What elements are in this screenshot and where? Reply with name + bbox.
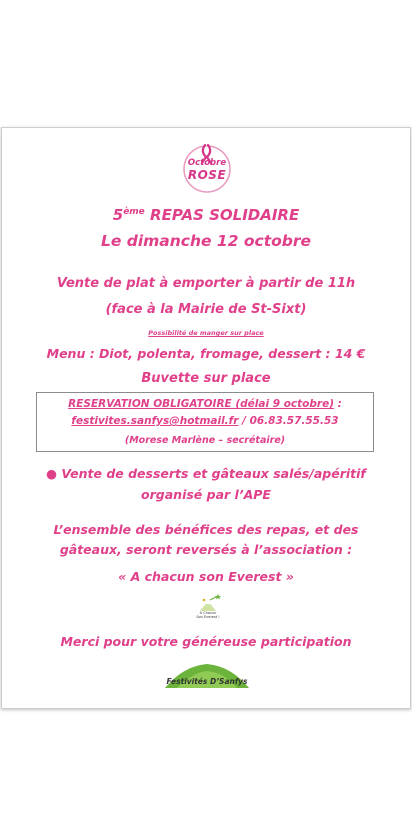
flyer-page (1, 127, 411, 709)
benefits-line-2: gâteaux, seront reversés à l’association : (59, 542, 353, 557)
bar-line: Buvette sur place (141, 371, 271, 386)
event-title (2, 206, 410, 224)
badge-rose: ROSE (187, 168, 227, 182)
everest-logo-text (190, 611, 226, 619)
reservation-label-line (37, 398, 373, 410)
benefits-line-1: L’ensemble des bénéfices des repas, et des (53, 522, 359, 537)
event-name: REPAS SOLIDAIRE (150, 206, 300, 224)
badge-octobre: Octobre (187, 158, 227, 168)
reservation-phone: / 06.83.57.55.53 (238, 415, 339, 427)
festivites-logo (163, 652, 251, 692)
event-number: 5 (112, 206, 124, 224)
reservation-label-suffix: : (334, 398, 342, 410)
octobre-rose-badge (178, 141, 236, 193)
association-name: « A chacun son Everest » (118, 569, 294, 584)
everest-logo-line-1: A Chacun (199, 611, 217, 615)
thanks-line: Merci pour votre généreuse participation (60, 634, 352, 649)
on-site-note: Possibilité de manger sur place (148, 329, 264, 337)
event-number-suffix: ème (123, 207, 145, 217)
reservation-label: RESERVATION OBLIGATOIRE (délai 9 octobre) (68, 398, 334, 410)
mountain-star-icon (190, 594, 226, 612)
sale-line: Vente de plat à emporter à partir de 11h (56, 276, 356, 291)
location-line: (face à la Mairie de St-Sixt) (105, 302, 307, 317)
everest-logo (190, 594, 226, 624)
reservation-contact-line (37, 415, 373, 427)
desserts-line-2: organisé par l’APE (141, 487, 271, 502)
event-date: Le dimanche 12 octobre (100, 232, 312, 250)
reservation-person: (Morese Marlène – secrétaire) (124, 435, 286, 446)
hill-icon (163, 652, 251, 692)
festivites-logo-text: Festivités D’Sanfys (166, 677, 248, 686)
reservation-email[interactable]: festivites.sanfys@hotmail.fr (71, 415, 239, 427)
everest-logo-line-2: Son Everest ! (196, 615, 220, 619)
menu-line: Menu : Diot, polenta, fromage, dessert : 14 € (46, 346, 366, 361)
desserts-line-1: ● Vente de desserts et gâteaux salés/apéritif (46, 466, 366, 481)
reservation-box (36, 392, 374, 452)
